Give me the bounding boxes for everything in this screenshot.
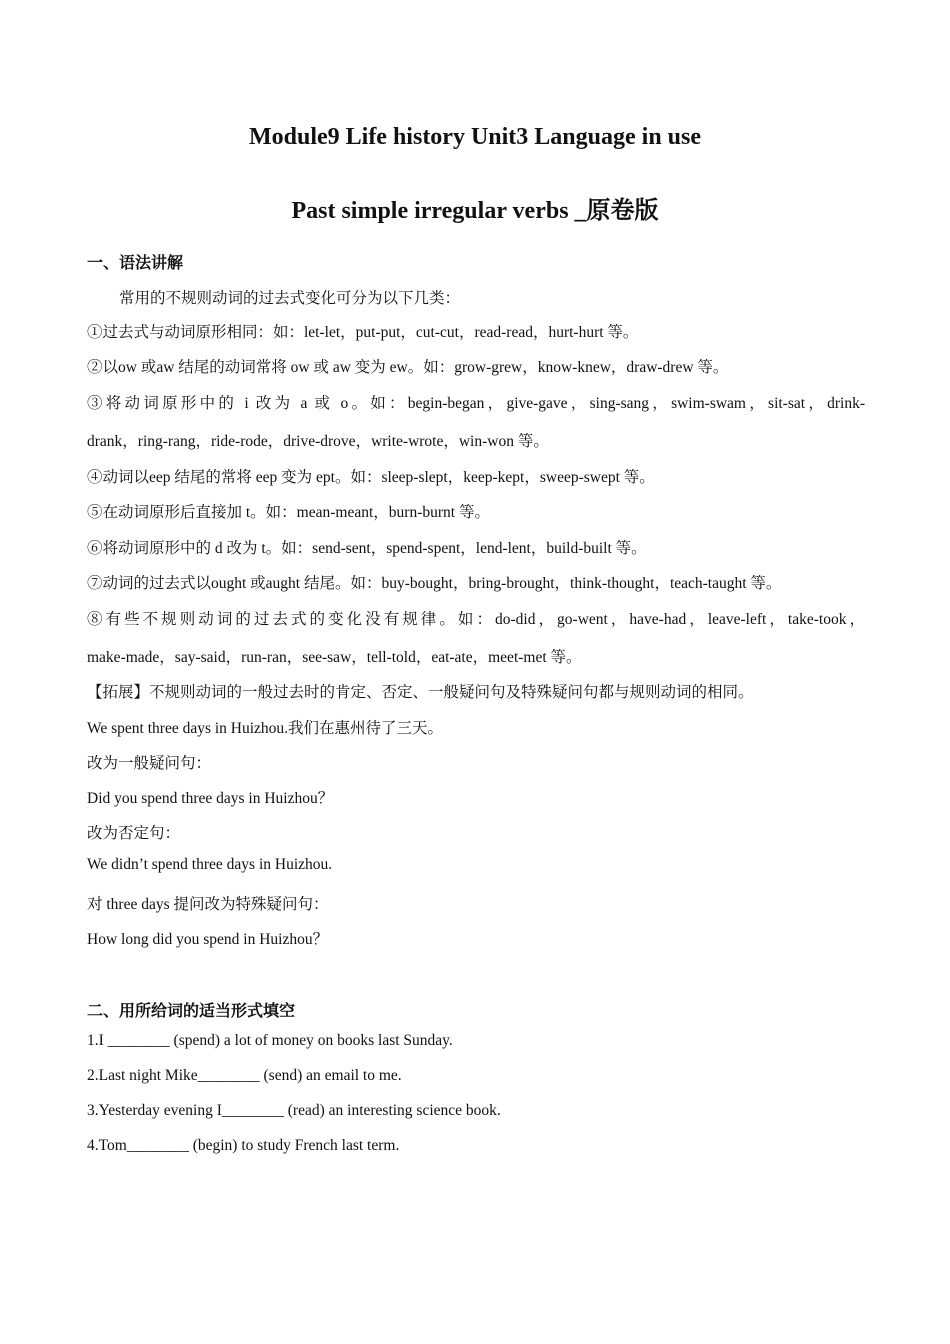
rule-line: ③将动词原形中的 i 改为 a 或 o。如：begin-began，give-gave，sing-sang，swim-swam，sit-sat，drink- — [87, 395, 865, 412]
exercise-item: 2.Last night Mike________ (send) an email to me. — [87, 1067, 402, 1084]
rule-line: ⑥将动词原形中的 d 改为 t。如：send-sent，spend-spent，lend-lent，build-built 等。 — [87, 540, 647, 557]
section-heading-exercise: 二、用所给词的适当形式填空 — [87, 1003, 296, 1020]
rule-line: ②以ow 或aw 结尾的动词常将 ow 或 aw 变为 ew。如：grow-grew，know-knew，draw-drew 等。 — [87, 359, 729, 376]
question-sentence: Did you spend three days in Huizhou？ — [87, 790, 334, 807]
negative-label: 改为否定句： — [87, 825, 181, 842]
example-sentence: We spent three days in Huizhou.我们在惠州待了三天。 — [87, 720, 444, 737]
exercise-item: 3.Yesterday evening I________ (read) an interesting science book. — [87, 1102, 501, 1119]
rule-line: drank，ring-rang，ride-rode，drive-drove，write-wrote，win-won 等。 — [87, 433, 549, 450]
rule-line: ⑤在动词原形后直接加 t。如：mean-meant，burn-burnt 等。 — [87, 504, 490, 521]
negative-sentence: We didn’t spend three days in Huizhou. — [87, 856, 333, 873]
section-heading-grammar: 一、语法讲解 — [87, 255, 184, 272]
grammar-intro: 常用的不规则动词的过去式变化可分为以下几类： — [119, 290, 461, 307]
wh-question-sentence: How long did you spend in Huizhou？ — [87, 931, 329, 948]
document-title: Module9 Life history Unit3 Language in use — [248, 124, 702, 150]
rule-line: ①过去式与动词原形相同：如：let-let，put-put，cut-cut，read-read，hurt-hurt 等。 — [87, 324, 639, 341]
wh-question-label: 对 three days 提问改为特殊疑问句： — [87, 896, 329, 913]
document-subtitle: Past simple irregular verbs _原卷版 — [291, 198, 659, 224]
question-label: 改为一般疑问句： — [87, 755, 212, 772]
rule-line: ⑦动词的过去式以ought 或aught 结尾。如：buy-bought，bring-brought，think-thought，teach-taught 等。 — [87, 575, 782, 592]
rule-line: ④动词以eep 结尾的常将 eep 变为 ept。如：sleep-slept，keep-kept，sweep-swept 等。 — [87, 469, 655, 486]
exercise-item: 4.Tom________ (begin) to study French last term. — [87, 1137, 400, 1154]
extension-note: 【拓展】不规则动词的一般过去时的肯定、否定、一般疑问句及特殊疑问句都与规则动词的相同。 — [87, 684, 754, 701]
rule-line: ⑧有些不规则动词的过去式的变化没有规律。如：do-did，go-went，have-had，leave-left，take-took， — [87, 611, 865, 628]
rule-line: make-made，say-said，run-ran，see-saw，tell-told，eat-ate，meet-met 等。 — [87, 649, 582, 666]
exercise-item: 1.I ________ (spend) a lot of money on books last Sunday. — [87, 1032, 453, 1049]
